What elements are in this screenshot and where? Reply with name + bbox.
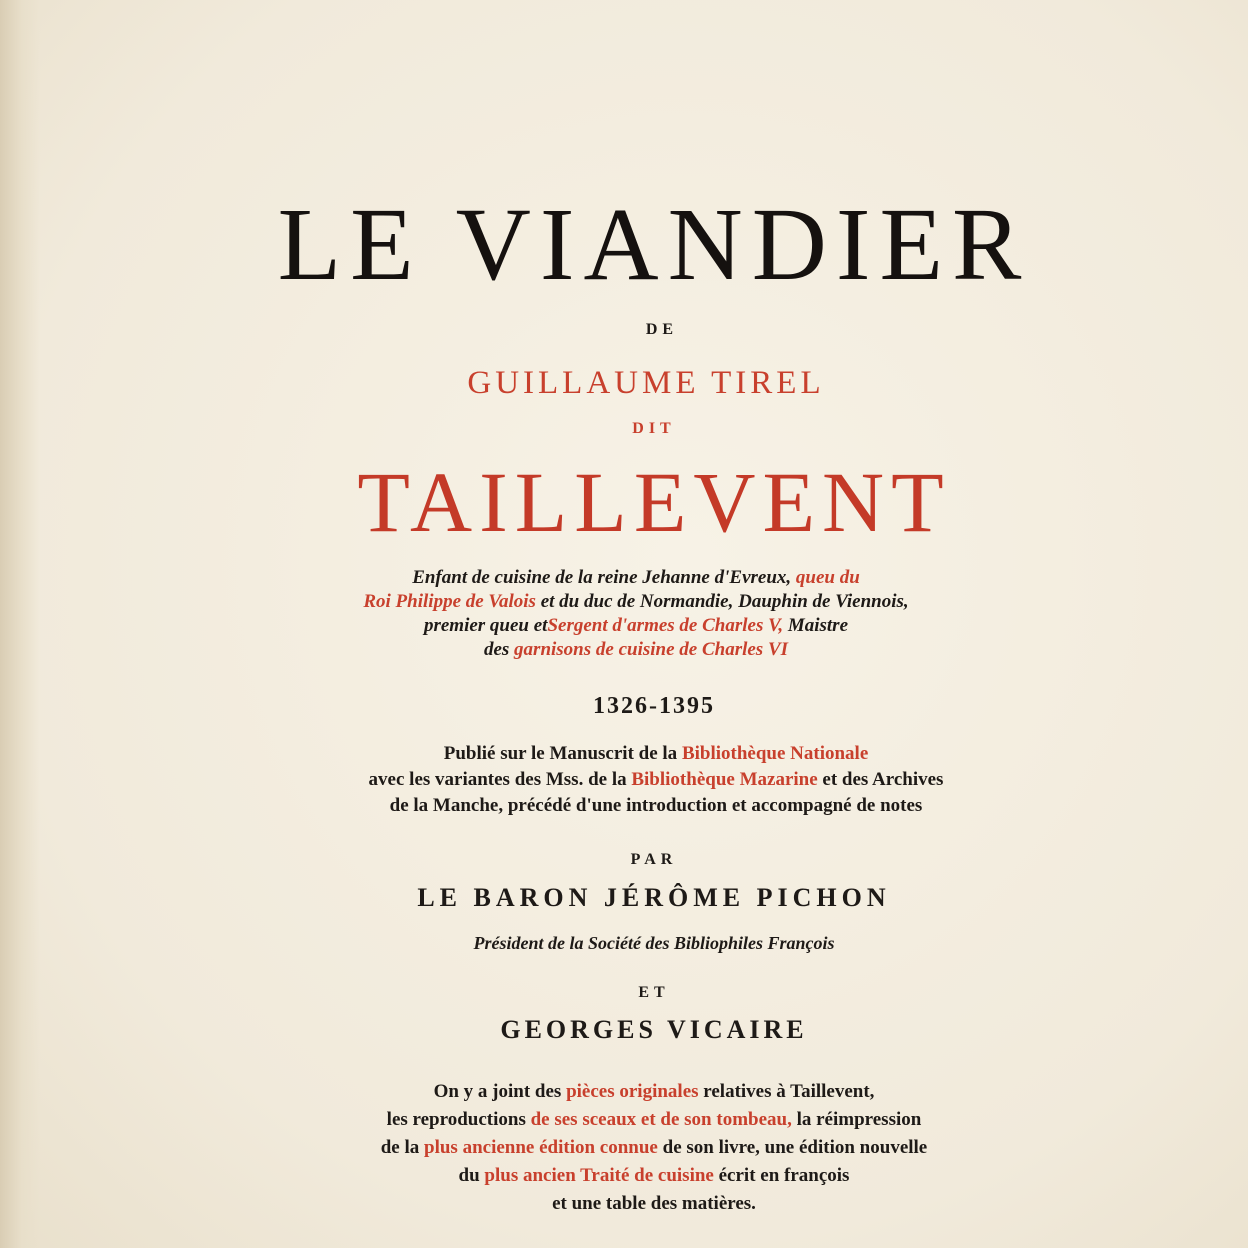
contents-line-2: les reproductions de ses sceaux et de son tombeau, la réimpression bbox=[386, 1109, 922, 1130]
book-title: LE VIANDIER bbox=[277, 187, 1031, 302]
life-dates: 1326-1395 bbox=[593, 693, 715, 719]
editor-pichon: LE BARON JÉRÔME PICHON bbox=[417, 883, 891, 912]
publication-line-2: avec les variantes des Mss. de la Bibliothèque Mazarine et des Archives bbox=[368, 769, 944, 790]
editor-vicaire: GEORGES VICAIRE bbox=[500, 1015, 808, 1044]
contents-note bbox=[30, 1078, 1248, 1218]
author-name: GUILLAUME TIREL bbox=[467, 365, 825, 401]
contents-line-4: du plus ancien Traité de cuisine écrit en françois bbox=[458, 1165, 850, 1186]
contents-line-5: et une table des matières. bbox=[552, 1193, 756, 1214]
word-par: PAR bbox=[630, 851, 678, 868]
description-line-3: premier queu etSergent d'armes de Charles V, Maistre bbox=[423, 615, 849, 636]
publication-note bbox=[32, 741, 1248, 819]
publication-line-3: de la Manche, précédé d'une introduction et accompagné de notes bbox=[389, 795, 923, 816]
description-line-1: Enfant de cuisine de la reine Jehanne d'Evreux, queu du bbox=[412, 567, 860, 588]
word-dit: DIT bbox=[632, 420, 676, 437]
author-description bbox=[12, 566, 1248, 662]
description-line-2: Roi Philippe de Valois et du duc de Normandie, Dauphin de Viennois, bbox=[363, 591, 909, 612]
word-et: ET bbox=[638, 984, 670, 1001]
author-surname: TAILLEVENT bbox=[357, 454, 951, 550]
word-de: DE bbox=[645, 321, 679, 338]
contents-line-1: On y a joint des pièces originales relatives à Taillevent, bbox=[433, 1081, 875, 1102]
contents-line-3: de la plus ancienne édition connue de son livre, une édition nouvelle bbox=[380, 1137, 928, 1158]
description-line-4: des garnisons de cuisine de Charles VI bbox=[483, 639, 789, 660]
editor-pichon-title: Président de la Société des Bibliophiles François bbox=[473, 933, 835, 953]
publication-line-1: Publié sur le Manuscrit de la Bibliothèque Nationale bbox=[443, 743, 869, 764]
